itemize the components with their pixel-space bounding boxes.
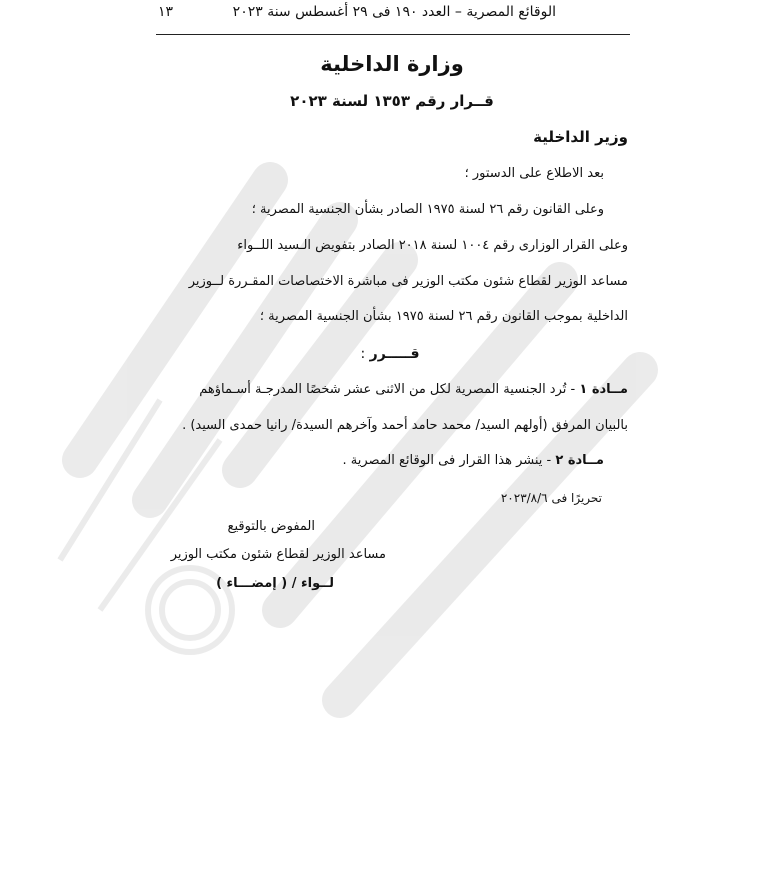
article-2-line bbox=[342, 453, 604, 468]
article-1-text: - تُرد الجنسية المصرية لكل من الاثنى عشر شخصًا المدرجـة أسـماؤهم bbox=[199, 382, 580, 397]
preamble-line-3: وعلى القرار الوزارى رقم ١٠٠٤ لسنة ٢٠١٨ الصادر بتفويض الـسيد اللــواء bbox=[237, 238, 628, 253]
preamble-line-2: وعلى القانون رقم ٢٦ لسنة ١٩٧٥ الصادر بشأن الجنسية المصرية ؛ bbox=[251, 202, 604, 217]
article-1-line-2: بالبيان المرفق (أولهم السيد/ محمد حامد أحمد وآخرهم السيدة/ رانيا حمدى السيد) . bbox=[182, 418, 628, 433]
signature-delegated: المفوض بالتوقيع bbox=[227, 519, 315, 534]
article-1-line-1 bbox=[199, 382, 628, 397]
article-1-label: مــادة ١ bbox=[579, 382, 628, 397]
ministry-title: وزارة الداخلية bbox=[320, 52, 464, 76]
decree-title: قــرار رقم ١٣٥٣ لسنة ٢٠٢٣ bbox=[290, 92, 494, 110]
signature-rank bbox=[216, 576, 334, 591]
preamble-line-1: بعد الاطلاع على الدستور ؛ bbox=[464, 166, 604, 181]
issuer: وزير الداخلية bbox=[533, 128, 628, 146]
page-number: ١٣ bbox=[158, 4, 174, 20]
page-header bbox=[156, 4, 628, 26]
decision-word: قـــــرر bbox=[369, 346, 420, 362]
publication-line: الوقائع المصرية – العدد ١٩٠ فى ٢٩ أغسطس سنة ٢٠٢٣ bbox=[232, 4, 556, 20]
header-rule bbox=[156, 34, 630, 35]
date-line: تحريرًا فى ٢٠٢٣/٨/٦ bbox=[500, 491, 602, 505]
signature-position: مساعد الوزير لقطاع شئون مكتب الوزير bbox=[170, 547, 386, 562]
signed-label: ( إمضـــاء ) bbox=[216, 576, 288, 591]
decision-heading bbox=[360, 346, 419, 362]
article-2-text: - ينشر هذا القرار فى الوقائع المصرية . bbox=[342, 453, 556, 468]
preamble-line-4: مساعد الوزير لقطاع شئون مكتب الوزير فى مباشرة الاختصاصات المقـررة لــوزير bbox=[188, 274, 628, 289]
preamble-line-5: الداخلية بموجب القانون رقم ٢٦ لسنة ١٩٧٥ بشأن الجنسية المصرية ؛ bbox=[259, 309, 628, 324]
decision-colon: : bbox=[360, 346, 366, 362]
article-2-label: مــادة ٢ bbox=[555, 453, 604, 468]
rank-label: لــواء / bbox=[291, 576, 334, 591]
